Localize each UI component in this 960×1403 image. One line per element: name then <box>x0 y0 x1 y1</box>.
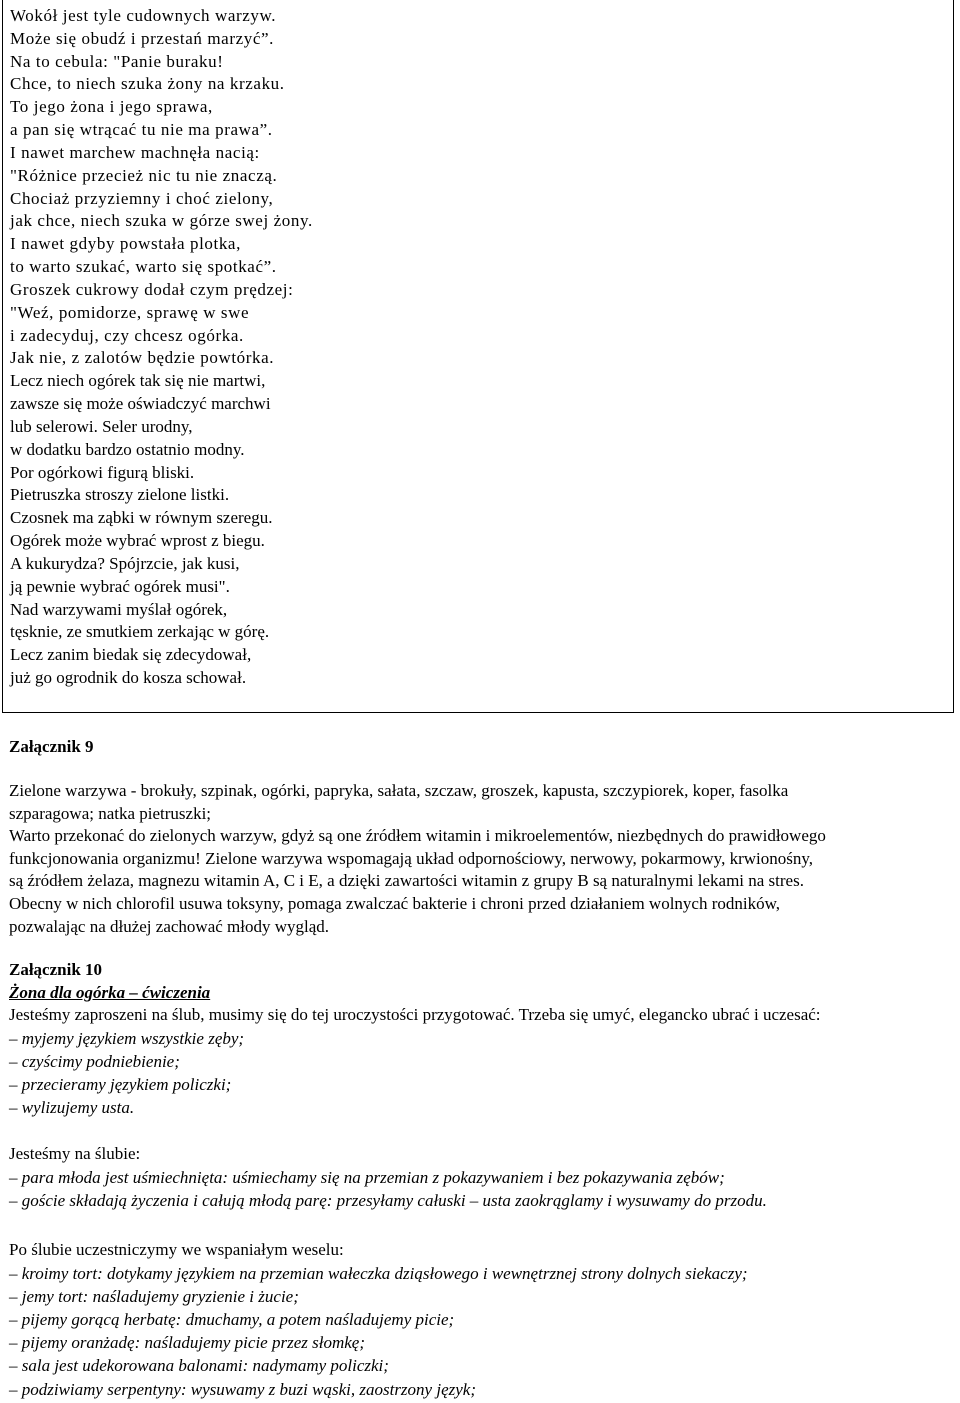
appendix-9-line: Zielone warzywa - brokuły, szpinak, ogórki, papryka, sałata, szczaw, groszek, kapusta, szczypiorek, koper, fasolka <box>9 781 789 800</box>
list-item: – pijemy gorącą herbatę: dmuchamy, a potem naśladujemy picie; <box>9 1309 455 1329</box>
poem-line: Może się obudź i przestań marzyć”. <box>10 28 274 48</box>
poem-line: To jego żona i jego sprawa, <box>10 97 213 117</box>
poem-line: tęsknie, ze smutkiem zerkając w górę. <box>10 622 270 642</box>
poem-line: "Weź, pomidorze, sprawę w swe <box>10 302 250 322</box>
poem-line: już go ogrodnik do kosza schował. <box>10 668 247 688</box>
poem-line: Por ogórkowi figurą bliski. <box>10 462 195 482</box>
poem-line: A kukurydza? Spójrzcie, jak kusi, <box>10 553 240 573</box>
list-item: – kroimy tort: dotykamy językiem na przemian wałeczka dziąsłowego i wewnętrznej strony dolnych siekaczy; <box>9 1263 748 1283</box>
poem-line: w dodatku bardzo ostatnio modny. <box>10 439 245 459</box>
party-list <box>9 1262 949 1401</box>
wedding-intro: Jesteśmy na ślubie: <box>9 1144 141 1163</box>
list-item: – para młoda jest uśmiechnięta: uśmiechamy się na przemian z pokazywaniem i bez pokazywania zębów; <box>9 1167 725 1187</box>
poem-line: Chce, to niech szuka żony na krzaku. <box>10 74 285 94</box>
poem-line: zawsze się może oświadczyć marchwi <box>10 394 271 414</box>
list-item: – wylizujemy usta. <box>9 1098 135 1118</box>
appendix-9-line: Obecny w nich chlorofil usuwa toksyny, pomaga zwalczać bakterie i chroni przed działaniem wolnych rodników, <box>9 893 781 913</box>
poem-line: Pietruszka stroszy zielone listki. <box>10 485 230 505</box>
exercise-title: Żona dla ogórka – ćwiczenia <box>9 982 211 1002</box>
poem-line: I nawet marchew machnęła nacią: <box>10 142 260 162</box>
poem-line: ją pewnie wybrać ogórek musi". <box>10 576 230 596</box>
party-section <box>9 1239 949 1401</box>
poem-line: Chociaż przyziemny i choć zielony, <box>10 188 274 208</box>
list-item: – czyścimy podniebienie; <box>9 1051 180 1071</box>
list-item: – pijemy oranżadę: naśladujemy picie przez słomkę; <box>9 1333 365 1353</box>
prep-list <box>9 1027 949 1120</box>
appendix-9-line: funkcjonowania organizmu! Zielone warzywa wspomagają układ odpornościowy, nerwowy, pokarmowy, krwionośny, <box>9 848 813 868</box>
poem-line: Ogórek może wybrać wprost z biegu. <box>10 531 265 551</box>
appendix-10 <box>9 959 949 1120</box>
poem-line: Czosnek ma ząbki w równym szeregu. <box>10 508 273 528</box>
poem-line: jak chce, niech szuka w górze swej żony. <box>10 211 313 231</box>
poem-line: a pan się wtrącać tu nie ma prawa”. <box>10 120 273 140</box>
poem-line: "Różnice przecież nic tu nie znaczą. <box>10 165 278 185</box>
poem-line: Groszek cukrowy dodał czym prędzej: <box>10 279 294 299</box>
poem-line: Wokół jest tyle cudownych warzyw. <box>10 6 277 25</box>
list-item: – sala jest udekorowana balonami: nadymamy policzki; <box>9 1356 389 1376</box>
appendix-9-line: są źródłem żelaza, magnezu witamin A, C i E, a dzięki zawartości witamin z grupy B są naturalnymi lekami na stres. <box>9 871 804 891</box>
poem-line: Lecz niech ogórek tak się nie martwi, <box>10 371 266 391</box>
poem-line: Nad warzywami myślał ogórek, <box>10 599 228 619</box>
poem-line: to warto szukać, warto się spotkać”. <box>10 257 277 277</box>
list-item: – przecieramy językiem policzki; <box>9 1075 232 1095</box>
poem-line: i zadecyduj, czy chcesz ogórka. <box>10 325 244 345</box>
list-item: – jemy tort: naśladujemy gryzienie i żucie; <box>9 1286 299 1306</box>
appendix-9-line: pozwalając na dłużej zachować młody wygląd. <box>9 916 330 936</box>
exercise-intro: Jesteśmy zaproszeni na ślub, musimy się do tej uroczystości przygotować. Trzeba się umyć, elegancko ubrać i uczesać: <box>9 1005 821 1025</box>
poem-line: Na to cebula: "Panie buraku! <box>10 51 224 71</box>
appendix-9-heading: Załącznik 9 <box>9 737 94 756</box>
poem-box <box>2 0 954 713</box>
list-item: – goście składają życzenia i całują młodą parę: przesyłamy całuski – usta zaokrąglamy i wysuwamy do przodu. <box>9 1190 767 1210</box>
poem-line: lub selerowi. Seler urodny, <box>10 416 193 436</box>
party-intro: Po ślubie uczestniczymy we wspaniałym weselu: <box>9 1240 344 1259</box>
list-item: – myjemy językiem wszystkie zęby; <box>9 1028 245 1048</box>
poem-line: I nawet gdyby powstała plotka, <box>10 234 241 254</box>
appendix-9-line: szparagowa; natka pietruszki; <box>9 803 212 823</box>
list-item: – podziwiamy serpentyny: wysuwamy z buzi wąski, zaostrzony język; <box>9 1379 476 1399</box>
poem-line: Jak nie, z zalotów będzie powtórka. <box>10 348 275 368</box>
appendix-9-body <box>9 780 949 938</box>
appendix-9-line: Warto przekonać do zielonych warzyw, gdyż są one źródłem witamin i mikroelementów, niezbędnych do prawidłowego <box>9 826 826 846</box>
wedding-section <box>9 1143 949 1212</box>
wedding-list <box>9 1166 949 1212</box>
poem <box>10 5 313 690</box>
appendix-9 <box>9 736 949 759</box>
poem-line: Lecz zanim biedak się zdecydował, <box>10 645 252 665</box>
appendix-10-heading: Załącznik 10 <box>9 960 103 979</box>
